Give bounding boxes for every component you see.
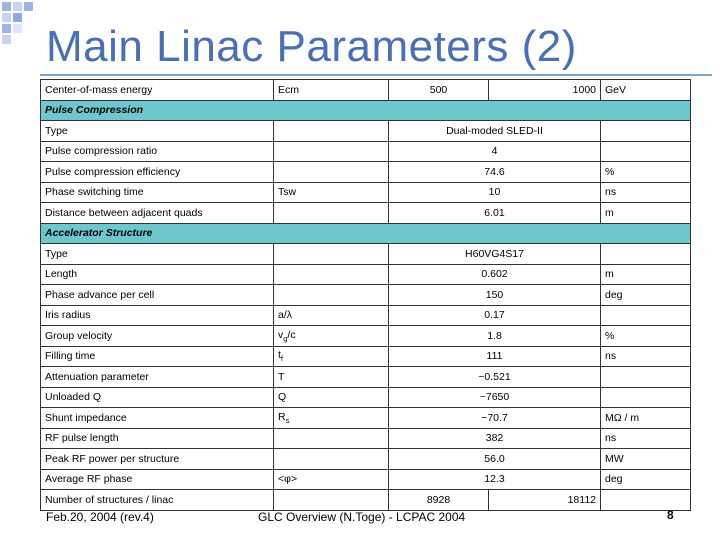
parameter-symbol: Q	[274, 387, 389, 408]
table-row	[41, 305, 691, 326]
parameter-label: Number of structures / linac	[41, 490, 274, 511]
table-row	[41, 346, 691, 367]
table-row	[41, 285, 691, 306]
parameter-symbol	[274, 264, 389, 285]
parameter-value: 56.0	[389, 449, 601, 470]
parameter-label: Type	[41, 244, 274, 265]
parameter-label: Type	[41, 121, 274, 142]
table-row	[41, 162, 691, 183]
parameter-symbol	[274, 428, 389, 449]
page-number: 8	[667, 508, 674, 522]
parameter-value: Dual-moded SLED-II	[389, 121, 601, 142]
section-header-row	[41, 223, 691, 244]
table-row	[41, 449, 691, 470]
parameter-unit: m	[601, 264, 691, 285]
value-500: 8928	[389, 490, 489, 511]
footer-date: Feb.20, 2004 (rev.4)	[46, 510, 154, 524]
parameter-value: 6.01	[389, 203, 601, 224]
parameter-value: ~0.521	[389, 367, 601, 388]
parameter-unit: ns	[601, 346, 691, 367]
parameter-symbol: $t_f$	[274, 346, 389, 367]
parameter-unit	[601, 490, 691, 511]
parameter-value: 382	[389, 428, 601, 449]
table-row	[41, 182, 691, 203]
parameter-unit: ns	[601, 182, 691, 203]
parameter-value: 0.602	[389, 264, 601, 285]
parameter-symbol: <φ>	[274, 469, 389, 490]
parameter-symbol: $R_s$	[274, 408, 389, 429]
parameter-label: Attenuation parameter	[41, 367, 274, 388]
section-header-row	[41, 100, 691, 121]
table-row	[41, 244, 691, 265]
parameter-label: Average RF phase	[41, 469, 274, 490]
parameters-table	[40, 79, 691, 511]
parameter-label: Pulse compression efficiency	[41, 162, 274, 183]
parameter-symbol	[274, 244, 389, 265]
value-500: 500	[389, 80, 489, 101]
parameter-unit: deg	[601, 469, 691, 490]
parameter-unit: ns	[601, 428, 691, 449]
parameter-unit	[601, 305, 691, 326]
parameter-value: 150	[389, 285, 601, 306]
parameter-value: 4	[389, 141, 601, 162]
parameter-symbol: T	[274, 367, 389, 388]
parameter-unit: %	[601, 162, 691, 183]
section-header: Accelerator Structure	[41, 223, 691, 244]
parameter-value: 12.3	[389, 469, 601, 490]
parameter-value: 10	[389, 182, 601, 203]
table-row	[41, 326, 691, 347]
table-row	[41, 490, 691, 511]
parameter-unit: m	[601, 203, 691, 224]
slide-title: Main Linac Parameters (2)	[46, 22, 577, 71]
parameter-label: Iris radius	[41, 305, 274, 326]
section-header: Pulse Compression	[41, 100, 691, 121]
parameter-label: Length	[41, 264, 274, 285]
table-row	[41, 387, 691, 408]
title-underline	[40, 74, 712, 76]
parameter-label: Shunt impedance	[41, 408, 274, 429]
table-row	[41, 203, 691, 224]
parameter-symbol	[274, 203, 389, 224]
parameter-unit: deg	[601, 285, 691, 306]
parameter-value: H60VG4S17	[389, 244, 601, 265]
parameter-value: ~70.7	[389, 408, 601, 429]
parameter-label: Unloaded Q	[41, 387, 274, 408]
parameter-value: 0.17	[389, 305, 601, 326]
parameter-unit	[601, 367, 691, 388]
parameter-label: RF pulse length	[41, 428, 274, 449]
parameter-label: Filling time	[41, 346, 274, 367]
parameter-label: Pulse compression ratio	[41, 141, 274, 162]
parameter-symbol	[274, 449, 389, 470]
parameter-unit: %	[601, 326, 691, 347]
parameter-value: 74.6	[389, 162, 601, 183]
parameter-unit	[601, 244, 691, 265]
parameter-value: 111	[389, 346, 601, 367]
parameter-symbol	[274, 141, 389, 162]
parameter-label: Group velocity	[41, 326, 274, 347]
parameter-unit	[601, 141, 691, 162]
table-row	[41, 408, 691, 429]
parameter-label: Center-of-mass energy	[41, 80, 274, 101]
table-row	[41, 264, 691, 285]
parameter-symbol	[274, 162, 389, 183]
value-1000: 18112	[489, 490, 601, 511]
table-row	[41, 80, 691, 101]
table-row	[41, 141, 691, 162]
parameter-unit	[601, 121, 691, 142]
parameter-unit: MW	[601, 449, 691, 470]
parameter-symbol: Tsw	[274, 182, 389, 203]
table-row	[41, 121, 691, 142]
parameter-symbol	[274, 121, 389, 142]
parameter-label: Distance between adjacent quads	[41, 203, 274, 224]
parameter-symbol	[274, 490, 389, 511]
parameter-label: Phase switching time	[41, 182, 274, 203]
parameter-unit: MΩ / m	[601, 408, 691, 429]
parameter-symbol: $v_g/c$	[274, 326, 389, 347]
parameter-label: Peak RF power per structure	[41, 449, 274, 470]
parameter-symbol: a/λ	[274, 305, 389, 326]
parameter-symbol	[274, 285, 389, 306]
table-row	[41, 428, 691, 449]
parameter-label: Phase advance per cell	[41, 285, 274, 306]
parameter-unit	[601, 387, 691, 408]
parameter-unit: GeV	[601, 80, 691, 101]
footer-title: GLC Overview (N.Toge) - LCPAC 2004	[258, 510, 466, 524]
value-1000: 1000	[489, 80, 601, 101]
table-row	[41, 469, 691, 490]
parameter-value: 1.8	[389, 326, 601, 347]
table-row	[41, 367, 691, 388]
parameter-value: ~7650	[389, 387, 601, 408]
parameter-symbol: Ecm	[274, 80, 389, 101]
